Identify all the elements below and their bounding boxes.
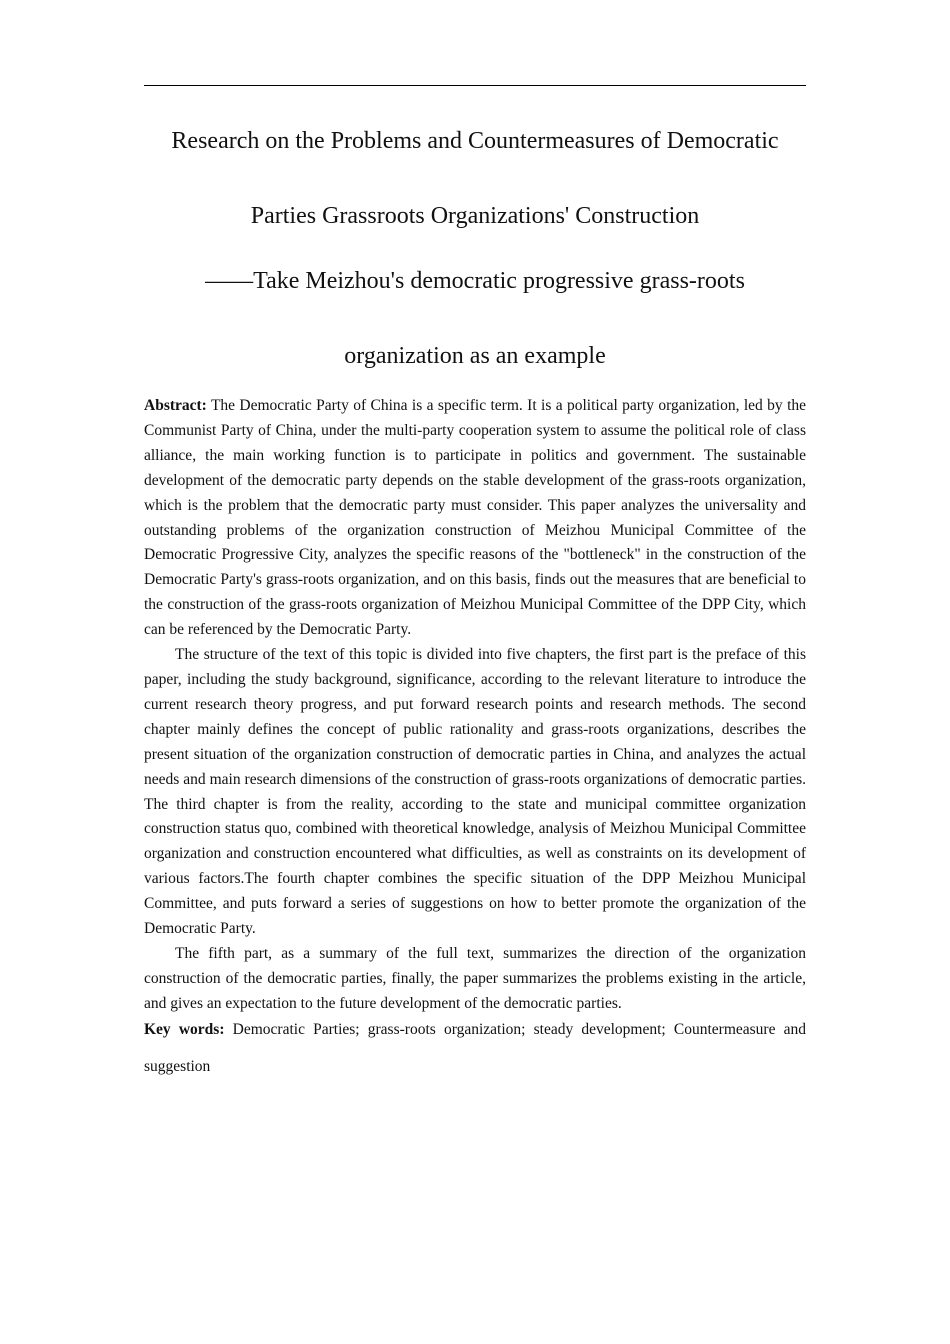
title-line-2: Parties Grassroots Organizations' Construction — [250, 203, 700, 229]
keywords-label: Key words: — [144, 1020, 225, 1038]
structure-paragraph: The structure of the text of this topic is divided into five chapters, the first part is the preface of this paper, including the study background, significance, according to the relevant literature to introduce the current research theory progress, and put forward research points and research methods. The second chapter mainly defines the concept of public rationality and grass-roots organizations, describes the present situation of the organization construction of democratic parties in China, and analyzes the actual needs and main research dimensions of the construction of grass-roots organizations of democratic parties. The third chapter is from the reality, according to the state and municipal committee organization construction status quo, combined with theoretical knowledge, analysis of Meizhou Municipal Committee organization and construction encountered what difficulties, as well as constraints on its development of various factors.The fourth chapter combines the specific situation of the DPP Meizhou Municipal Committee, and puts forward a series of suggestions on how to better promote the organization of the Democratic Party. — [144, 646, 806, 938]
keywords-text: Democratic Parties; grass-roots organization; steady development; Countermeasure and suggestion — [144, 1020, 807, 1075]
summary-paragraph: The fifth part, as a summary of the full text, summarizes the direction of the organization construction of the democratic parties, finally, the paper summarizes the problems existing in the article, and gives an expectation to the future development of the democratic parties. — [144, 944, 806, 1012]
abstract-section — [144, 394, 806, 1085]
header-rule — [144, 85, 806, 86]
abstract-text: The Democratic Party of China is a specific term. It is a political party organization, led by the Communist Party of China, under the multi-party cooperation system to assume the political role of class alliance, the main working function is to participate in politics and government. The sustainable development of the democratic party depends on the stable development of the grass-roots organization, which is the problem that the democratic party must consider. This paper analyzes the universality and outstanding problems of the organization construction of Meizhou Municipal Committee of the Democratic Progressive City, analyzes the specific reasons of the "bottleneck" in the construction of the Democratic Party's grass-roots organization, and on this basis, finds out the measures that are beneficial to the construction of the grass-roots organization of Meizhou Municipal Committee of the DPP City, which can be referenced by the Democratic Party. — [144, 397, 806, 639]
keywords-paragraph — [144, 1011, 806, 1085]
title-line-1: Research on the Problems and Countermeasures of Democratic — [171, 128, 779, 154]
abstract-paragraph — [144, 394, 806, 643]
subtitle-line-1: ——Take Meizhou's democratic progressive grass-roots — [205, 268, 745, 294]
subtitle-line-2: organization as an example — [344, 343, 606, 369]
abstract-label: Abstract: — [144, 397, 207, 414]
